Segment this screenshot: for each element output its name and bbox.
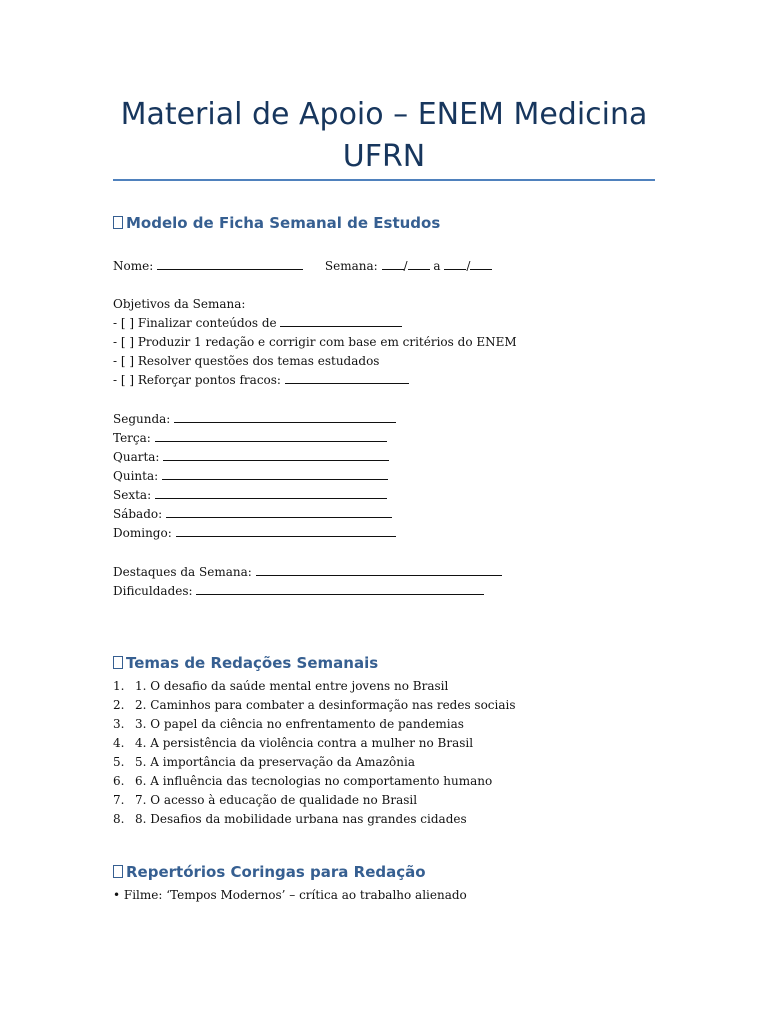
list-item: 8. 8. Desafios da mobilidade urbana nas grandes cidades <box>113 812 467 826</box>
difficulties-line <box>113 582 484 601</box>
list-item: 6. 6. A influência das tecnologias no comportamento humano <box>113 774 493 788</box>
list-item: 1. 1. O desafio da saúde mental entre jovens no Brasil <box>113 679 449 693</box>
highlights-blank[interactable] <box>256 563 502 576</box>
day-label: Quarta: <box>113 450 160 464</box>
week-label: Semana: <box>324 259 378 273</box>
objective-item <box>113 371 409 390</box>
objective-text: - [ ] Finalizar conteúdos de <box>113 316 277 330</box>
list-item: 4. 4. A persistência da violência contra a mulher no Brasil <box>113 736 474 750</box>
list-item: 2. 2. Caminhos para combater a desinformação nas redes sociais <box>113 698 516 712</box>
section-heading-text: Repertórios Coringas para Redação <box>126 863 426 881</box>
name-blank[interactable] <box>157 257 303 270</box>
repertoire-item: • Filme: ‘Tempos Modernos’ – crítica ao trabalho alienado <box>113 888 467 902</box>
objective-blank[interactable] <box>285 371 409 384</box>
day-blank[interactable] <box>155 486 387 499</box>
day-blank[interactable] <box>155 429 387 442</box>
week-end-month-blank[interactable] <box>470 257 492 270</box>
week-separator: / <box>403 259 408 273</box>
section-heading-text: Temas de Redações Semanais <box>126 654 379 672</box>
difficulties-blank[interactable] <box>196 582 484 595</box>
day-segunda <box>113 410 396 429</box>
week-a-label: a <box>433 259 441 273</box>
essay-themes-list <box>113 677 516 829</box>
objective-text: - [ ] Reforçar pontos fracos: <box>113 373 281 387</box>
day-blank[interactable] <box>174 410 396 423</box>
week-end-day-blank[interactable] <box>444 257 466 270</box>
section-heading-repertoires <box>113 862 426 882</box>
objective-blank[interactable] <box>280 314 402 327</box>
week-separator: / <box>466 259 471 273</box>
objectives-title: Objetivos da Semana: <box>113 297 246 311</box>
day-label: Sábado: <box>113 507 163 521</box>
section-heading-weekly-sheet <box>113 213 440 233</box>
missing-glyph-icon <box>113 656 123 669</box>
section-heading-essay-themes <box>113 653 378 673</box>
week-start-day-blank[interactable] <box>382 257 404 270</box>
day-sexta <box>113 486 387 505</box>
list-item: 3. 3. O papel da ciência no enfrentamento de pandemias <box>113 717 464 731</box>
day-sabado <box>113 505 392 524</box>
document-title: Material de Apoio – ENEM Medicina UFRN <box>120 97 648 174</box>
objective-item: - [ ] Resolver questões dos temas estudados <box>113 354 380 368</box>
day-domingo <box>113 524 396 543</box>
difficulties-label: Dificuldades: <box>113 584 193 598</box>
objective-item <box>113 314 402 333</box>
day-label: Terça: <box>113 431 151 445</box>
missing-glyph-icon <box>113 865 123 878</box>
list-item: 7. 7. O acesso à educação de qualidade no Brasil <box>113 793 418 807</box>
day-quarta <box>113 448 389 467</box>
highlights-line <box>113 563 502 582</box>
highlights-label: Destaques da Semana: <box>113 565 252 579</box>
day-label: Segunda: <box>113 412 171 426</box>
objective-item: - [ ] Produzir 1 redação e corrigir com base em critérios do ENEM <box>113 335 517 349</box>
title-divider <box>113 179 655 181</box>
day-terca <box>113 429 387 448</box>
day-label: Domingo: <box>113 526 172 540</box>
name-week-line <box>113 257 492 276</box>
section-heading-text: Modelo de Ficha Semanal de Estudos <box>126 214 441 232</box>
day-quinta <box>113 467 388 486</box>
day-blank[interactable] <box>162 467 388 480</box>
day-blank[interactable] <box>163 448 389 461</box>
list-item: 5. 5. A importância da preservação da Amazônia <box>113 755 415 769</box>
name-label: Nome: <box>113 259 154 273</box>
day-label: Quinta: <box>113 469 159 483</box>
missing-glyph-icon <box>113 216 123 229</box>
week-start-month-blank[interactable] <box>408 257 430 270</box>
day-blank[interactable] <box>176 524 396 537</box>
day-blank[interactable] <box>166 505 392 518</box>
day-label: Sexta: <box>113 488 152 502</box>
